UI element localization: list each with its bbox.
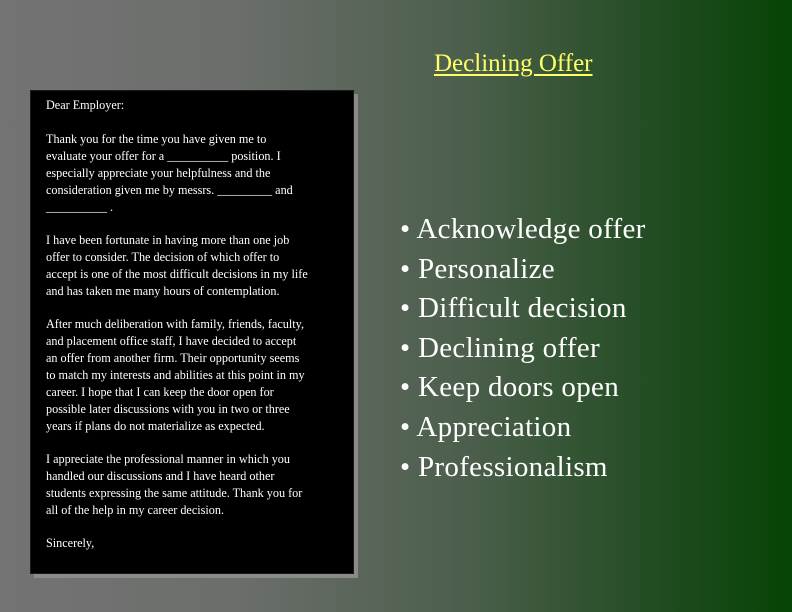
bullet-item: • Keep doors open: [400, 371, 620, 404]
bullet-item: • Acknowledge offer: [400, 213, 646, 245]
letter-salutation: Dear Employer:: [46, 98, 125, 112]
bullet-item: • Personalize: [400, 252, 555, 285]
letter-closing: Sincerely,: [46, 536, 95, 550]
letter-paragraph: Thank you for the time you have given me to evaluate your offer for a __________ position. I especially appreciate your helpfulness and the consideration given me by messrs. _________ and __________ .: [46, 132, 293, 214]
bullet-item: • Appreciation: [400, 410, 572, 443]
bullet-item: • Difficult decision: [400, 292, 627, 325]
letter-paragraph: After much deliberation with family, friends, faculty, and placement office staff, I have decided to accept an offer from another firm. Their opportunity seems to match my interests and abilities at this point in my career. I hope that I can keep the door open for possible later discussions with you in two or three years if plans do not materialize as expected.: [46, 317, 305, 433]
bullet-item: • Declining offer: [400, 331, 600, 364]
letter-paragraph: I appreciate the professional manner in which you handled our discussions and I have heard other students expressing the same attitude. Thank you for all of the help in my career decision.: [46, 452, 303, 517]
sample-letter: [30, 90, 354, 574]
key-points-list: [400, 210, 646, 487]
letter-paragraph: I have been fortunate in having more than one job offer to consider. The decision of which offer to accept is one of the most difficult decisions in my life and has taken me many hours of contemplation.: [46, 233, 308, 298]
bullet-item: • Professionalism: [400, 450, 608, 483]
slide-title: Declining Offer: [434, 50, 593, 77]
